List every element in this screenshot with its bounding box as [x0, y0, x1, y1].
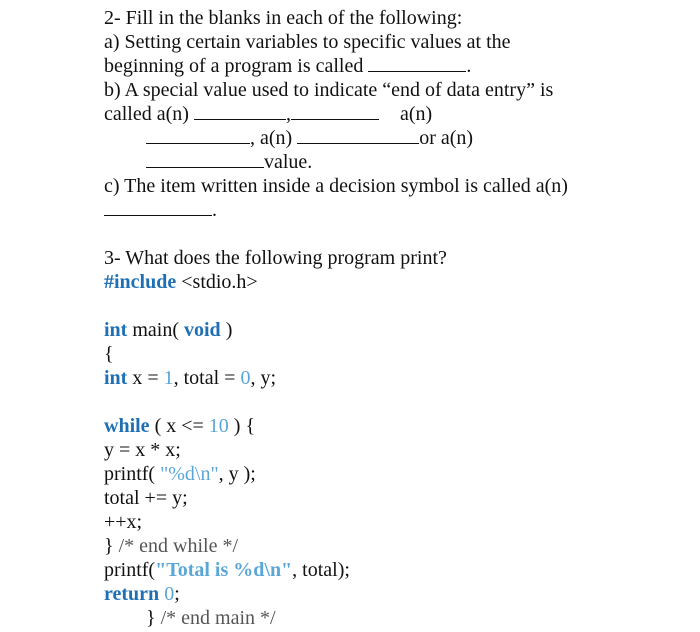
- literal-ten: 10: [208, 415, 229, 437]
- format-string: "%d\n": [160, 463, 219, 485]
- blank-2b-5[interactable]: [146, 150, 264, 168]
- total-format-string: "Total is %d\n": [155, 559, 293, 581]
- blank-2c[interactable]: [104, 198, 212, 216]
- while-keyword: while: [104, 415, 150, 437]
- q2-title: 2- Fill in the blanks in each of the following:: [104, 7, 463, 29]
- code-printf2-line: printf("Total is %d\n", total);: [104, 559, 350, 581]
- code-while-line: while ( x <= 10 ) {: [104, 415, 256, 437]
- end-while-comment: /* end while */: [118, 535, 239, 557]
- code-incr-line: ++x;: [104, 511, 143, 533]
- code-include-line: #include <stdio.h>: [104, 271, 258, 293]
- blank-2b-2[interactable]: [291, 102, 379, 120]
- code-open-brace: {: [104, 343, 114, 365]
- code-printf1-line: printf( "%d\n", y );: [104, 463, 256, 485]
- literal-zero: 0: [240, 367, 251, 389]
- q2a-line2: beginning of a program is called .: [104, 55, 472, 77]
- q2b-line4: value.: [146, 150, 312, 174]
- code-end-while-line: } /* end while */: [104, 535, 239, 557]
- q2b-line3: , a(n) or a(n): [146, 126, 473, 150]
- q2c-line1: c) The item written inside a decision symbol is called a(n): [104, 175, 568, 197]
- include-keyword: #include: [104, 271, 177, 293]
- q2b-line2: called a(n) , a(n): [104, 103, 433, 125]
- blank-2b-1[interactable]: [194, 102, 286, 120]
- code-main-line: int main( void ): [104, 319, 233, 341]
- blank-2a[interactable]: [368, 54, 466, 72]
- code-end-main-line: } /* end main */: [146, 607, 276, 629]
- q3-title: 3- What does the following program print?: [104, 247, 447, 269]
- blank-2b-4[interactable]: [297, 126, 419, 144]
- code-return-line: return 0;: [104, 583, 180, 605]
- code-assign-line: y = x * x;: [104, 439, 181, 461]
- void-keyword: void: [184, 319, 221, 341]
- int-keyword: int: [104, 319, 128, 341]
- return-keyword: return: [104, 583, 160, 605]
- end-main-comment: /* end main */: [160, 607, 276, 629]
- q2a-line1: a) Setting certain variables to specific values at the: [104, 31, 511, 53]
- blank-2b-3[interactable]: [146, 126, 250, 144]
- q2c-line2: .: [104, 198, 217, 222]
- literal-return-zero: 0: [164, 583, 175, 605]
- code-total-line: total += y;: [104, 487, 188, 509]
- literal-one: 1: [163, 367, 174, 389]
- code-decl-line: int x = 1, total = 0, y;: [104, 367, 277, 389]
- q2b-line1: b) A special value used to indicate “end of data entry” is: [104, 79, 554, 101]
- int-keyword: int: [104, 367, 128, 389]
